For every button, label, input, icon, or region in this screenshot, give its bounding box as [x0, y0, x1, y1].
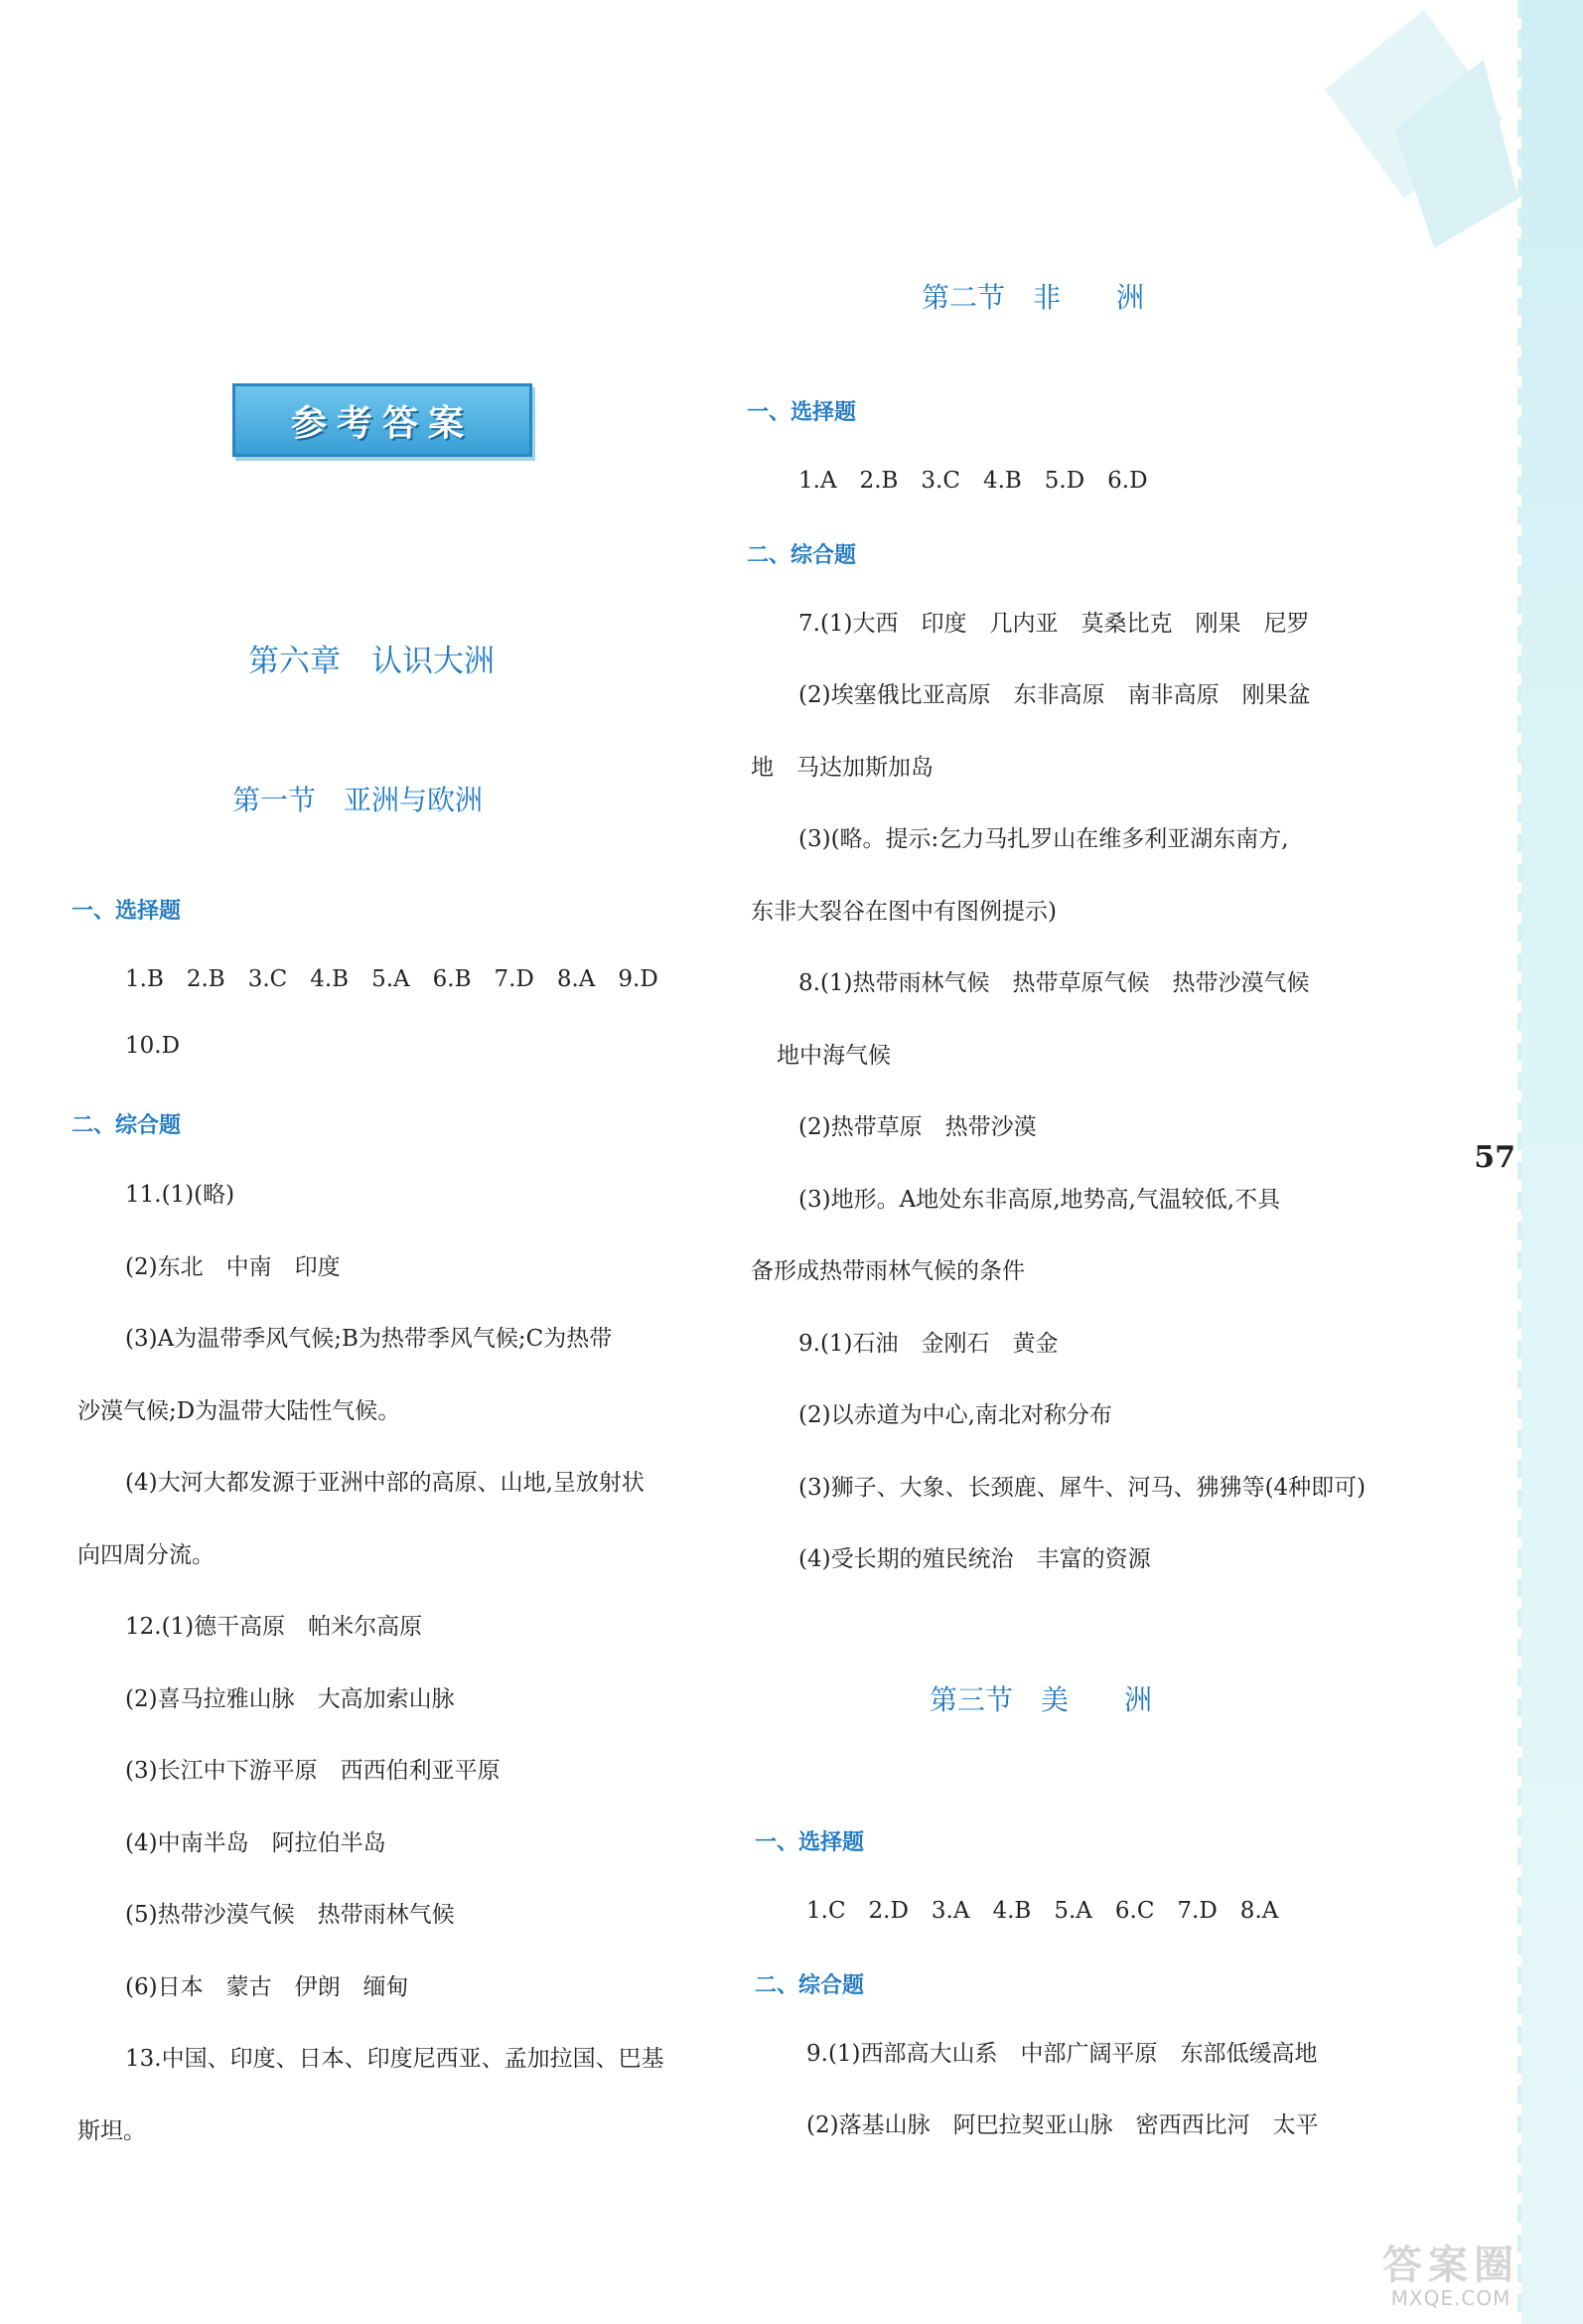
answer-line: 9.(1)石油 金刚石 黄金 — [798, 1331, 1059, 1357]
comprehensive-label: 二、综合题 — [72, 1113, 182, 1138]
watermark-logo: 答案圈 — [1382, 2243, 1519, 2288]
section-title-america: 第三节 美 洲 — [930, 1683, 1153, 1716]
answer-line: 斯坦。 — [77, 2118, 146, 2144]
answer-line: 12.(1)德干高原 帕米尔高原 — [125, 1614, 423, 1640]
answer-line: 1.C 2.D 3.A 4.B 5.A 6.C 7.D 8.A — [806, 1898, 1279, 1924]
choice-label: 一、选择题 — [747, 400, 857, 425]
choice-label: 一、选择题 — [755, 1830, 865, 1855]
corner-decoration — [1305, 0, 1523, 258]
right-edge-decoration — [1521, 0, 1583, 2324]
choice-label: 一、选择题 — [72, 899, 182, 924]
answer-line: (5)热带沙漠气候 热带雨林气候 — [125, 1902, 455, 1928]
answer-line: 东非大裂谷在图中有图例提示) — [751, 899, 1057, 925]
answer-line: (3)A为温带季风气候;B为热带季风气候;C为热带 — [125, 1326, 613, 1352]
answer-line: (2)以赤道为中心,南北对称分布 — [798, 1402, 1112, 1428]
chapter-title: 第六章 认识大洲 — [248, 644, 495, 679]
answer-line: 8.(1)热带雨林气候 热带草原气候 热带沙漠气候 — [798, 970, 1310, 996]
answer-line: 11.(1)(略) — [125, 1182, 235, 1208]
answer-line: (3)(略。提示:乞力马扎罗山在维多利亚湖东南方, — [798, 826, 1289, 852]
watermark-url: MXQE.COM — [1390, 2286, 1511, 2310]
answer-line: (4)大河大都发源于亚洲中部的高原、山地,呈放射状 — [125, 1470, 645, 1496]
answer-line: (3)狮子、大象、长颈鹿、犀牛、河马、狒狒等(4种即可) — [798, 1475, 1367, 1501]
answer-line: (2)喜马拉雅山脉 大高加索山脉 — [125, 1686, 455, 1712]
answer-line: 向四周分流。 — [77, 1542, 215, 1568]
comprehensive-label: 二、综合题 — [755, 1973, 865, 1998]
answer-line: 1.B 2.B 3.C 4.B 5.A 6.B 7.D 8.A 9.D — [125, 966, 658, 992]
answer-line: (3)长江中下游平原 西西伯利亚平原 — [125, 1758, 501, 1784]
answer-line: (2)埃塞俄比亚高原 东非高原 南非高原 刚果盆 — [798, 682, 1311, 708]
answer-line: 沙漠气候;D为温带大陆性气候。 — [77, 1398, 401, 1424]
page-number: 57 — [1474, 1140, 1515, 1175]
answer-line: (4)受长期的殖民统治 丰富的资源 — [798, 1546, 1151, 1572]
answer-line: (2)东北 中南 印度 — [125, 1254, 341, 1280]
answer-line: 地 马达加斯加岛 — [751, 755, 934, 781]
answer-line: 13.中国、印度、日本、印度尼西亚、孟加拉国、巴基 — [125, 2046, 664, 2072]
answer-line: 1.A 2.B 3.C 4.B 5.D 6.D — [798, 468, 1148, 494]
answer-line: 9.(1)西部高大山系 中部广阔平原 东部低缓高地 — [806, 2041, 1318, 2067]
watermark — [1337, 2234, 1565, 2310]
answer-line: 7.(1)大西 印度 几内亚 莫桑比克 刚果 尼罗 — [798, 611, 1310, 637]
answer-line: (6)日本 蒙古 伊朗 缅甸 — [125, 1974, 409, 2000]
comprehensive-label: 二、综合题 — [747, 543, 857, 568]
right-edge-stripes — [1517, 0, 1521, 2324]
answer-line: (3)地形。A地处东非高原,地势高,气温较低,不具 — [798, 1187, 1281, 1213]
banner-text: 参考答案 — [290, 402, 474, 444]
answer-line: 地中海气候 — [777, 1043, 891, 1069]
section-title-asia-europe: 第一节 亚洲与欧洲 — [232, 784, 484, 816]
answer-line: (2)落基山脉 阿巴拉契亚山脉 密西西比河 太平 — [806, 2112, 1319, 2138]
answer-line: 10.D — [125, 1033, 181, 1059]
answer-line: 备形成热带雨林气候的条件 — [751, 1258, 1025, 1284]
answer-key-banner — [232, 383, 532, 457]
section-title-africa: 第二节 非 洲 — [922, 281, 1145, 314]
answer-line: (2)热带草原 热带沙漠 — [798, 1114, 1037, 1140]
answer-line: (4)中南半岛 阿拉伯半岛 — [125, 1830, 386, 1856]
